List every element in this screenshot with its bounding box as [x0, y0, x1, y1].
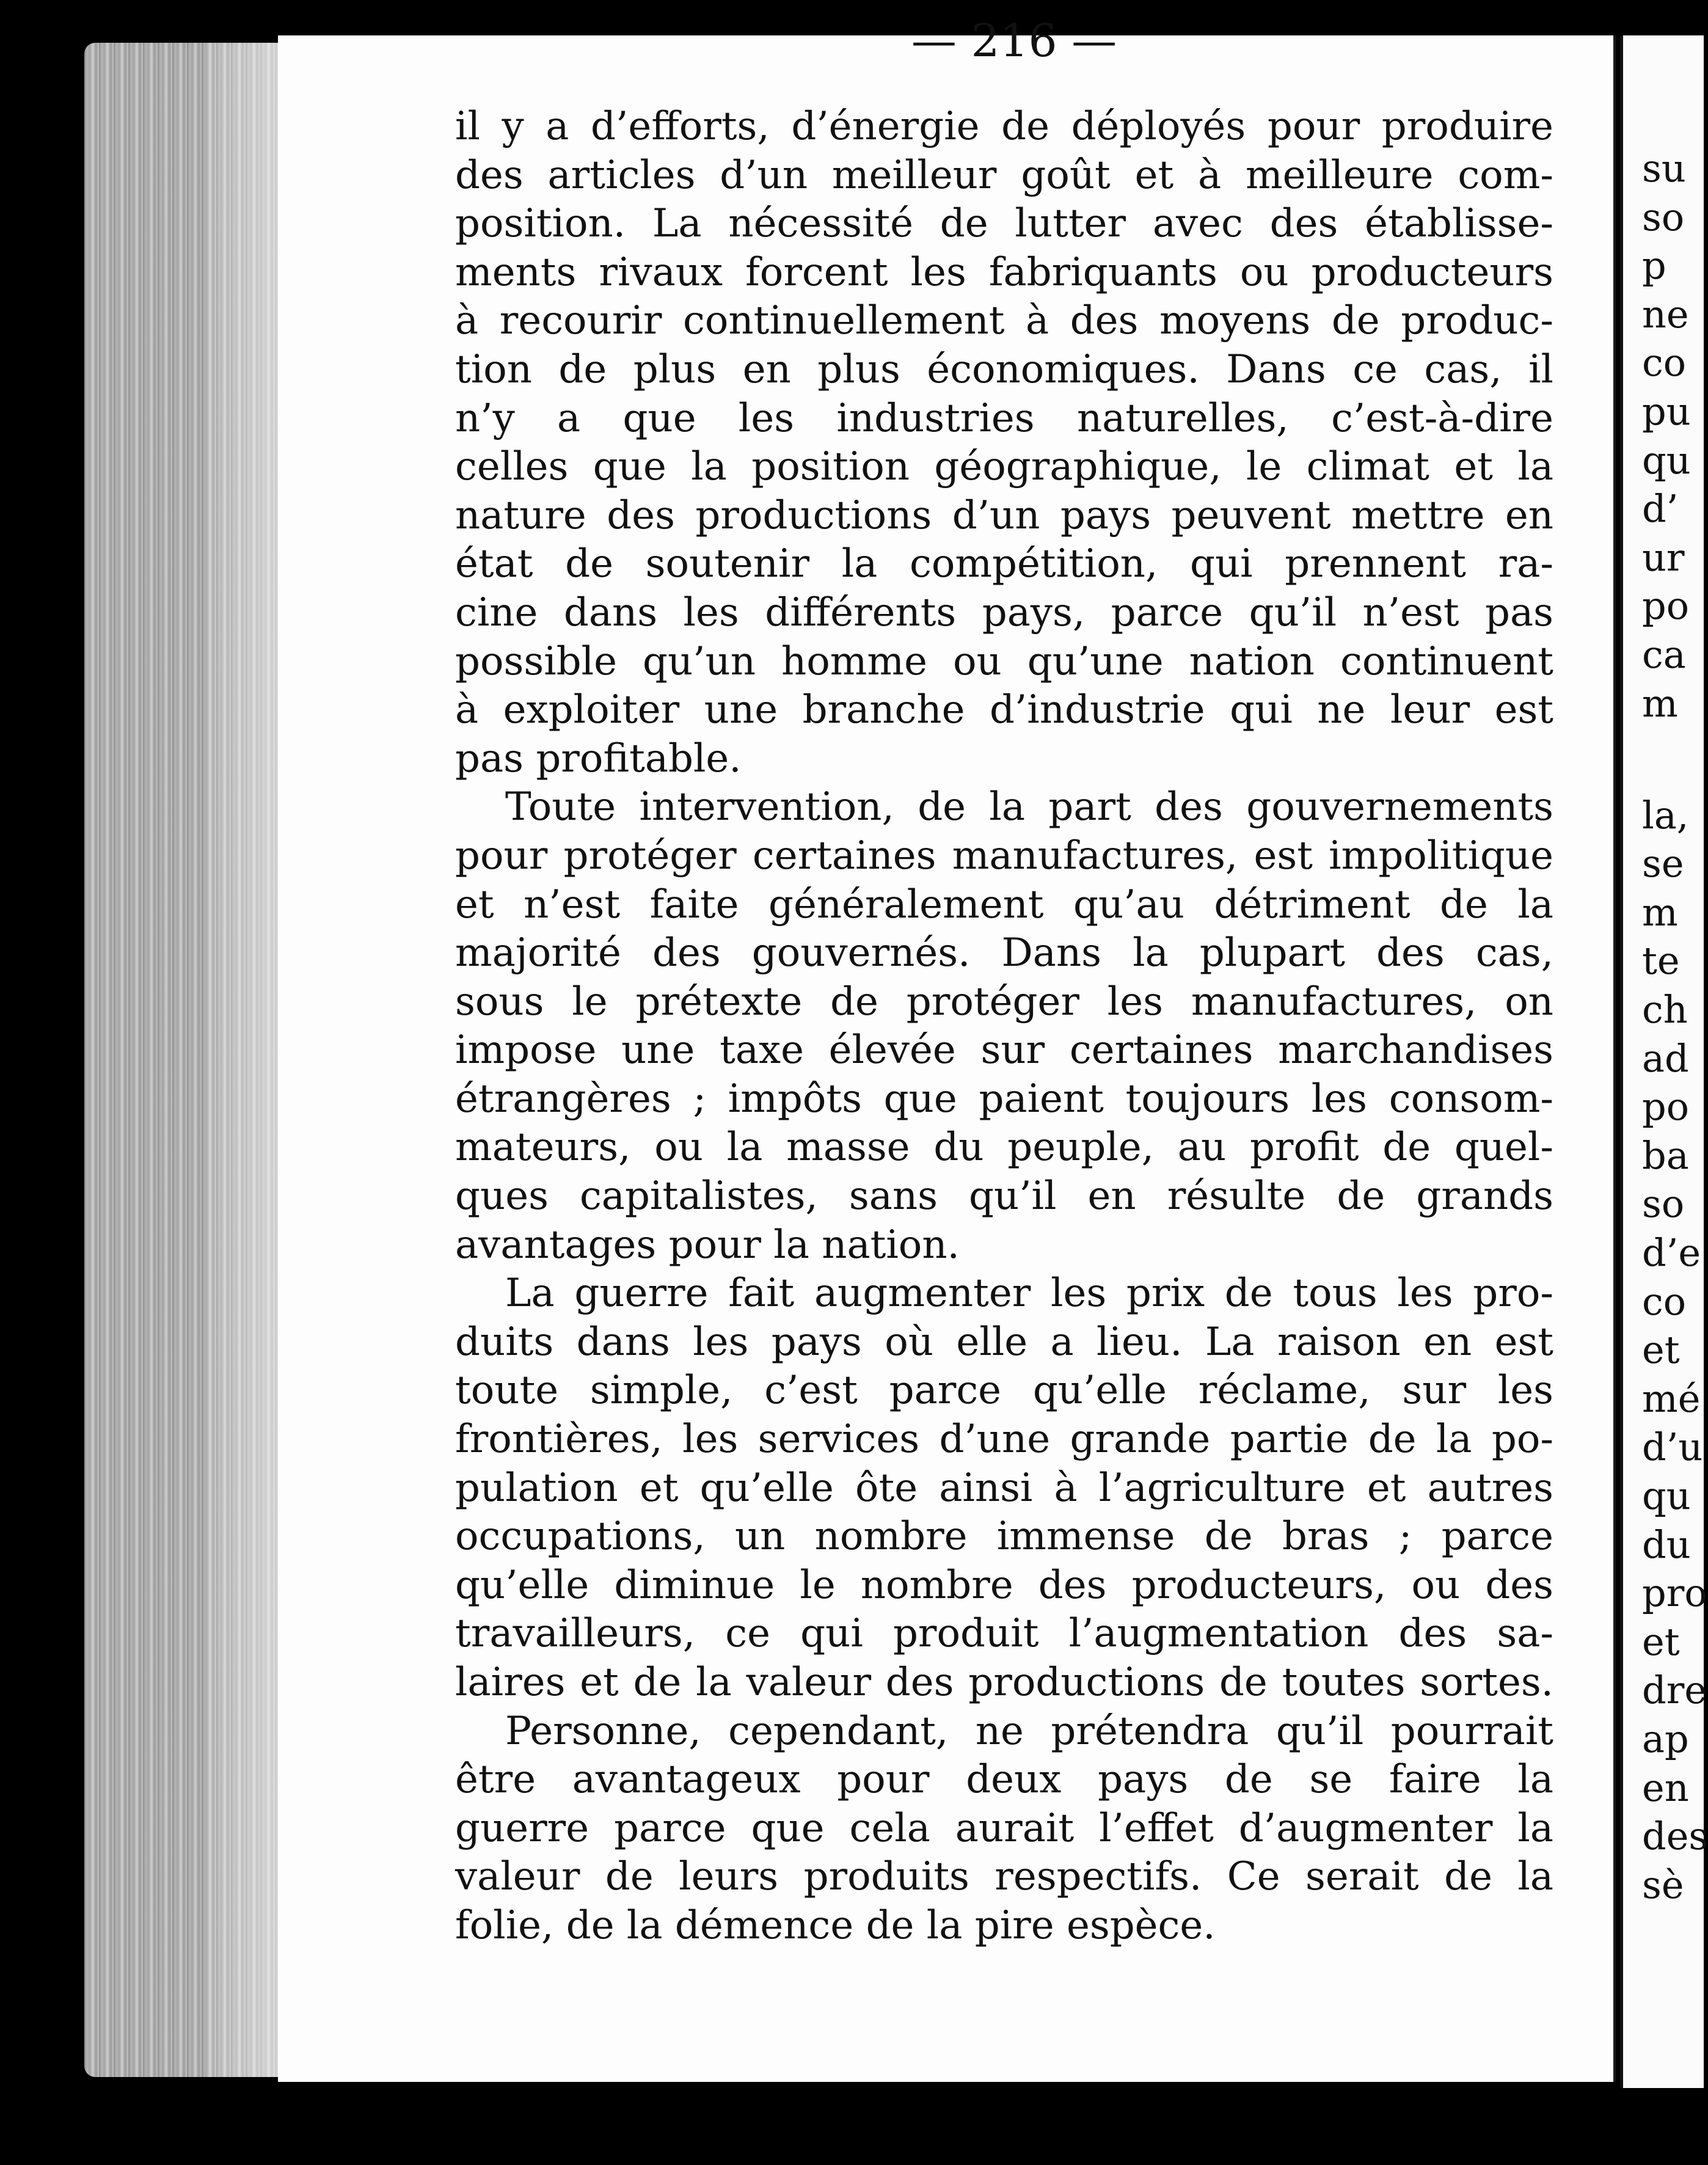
text-line: sous le prétexte de protéger les manufactures, on [455, 979, 1553, 1024]
text-line: travailleurs, ce qui produit l’augmentation des sa- [455, 1611, 1553, 1657]
page-number: — 216 — [911, 15, 1117, 67]
next-page-fragment: so [1642, 194, 1685, 239]
next-page-fragment: po [1642, 1084, 1690, 1130]
next-page-fragment: pro [1642, 1571, 1707, 1616]
next-page-fragment: d’u [1642, 1425, 1703, 1470]
next-page-fragment: en [1642, 1765, 1689, 1810]
text-line: qu’elle diminue le nombre des producteurs, ou des [455, 1562, 1553, 1608]
next-page-fragment: ap [1642, 1717, 1689, 1762]
text-line: Personne, cependant, ne prétendra qu’il pourrait [505, 1708, 1553, 1754]
next-page-fragment: p [1642, 243, 1666, 288]
next-page-fragment: se [1642, 841, 1684, 886]
next-page-fragment: m [1642, 889, 1678, 935]
text-line: être avantageux pour deux pays de se faire la [455, 1757, 1553, 1803]
text-line: folie, de la démence de la pire espèce. [455, 1902, 1216, 1948]
text-line: nature des productions d’un pays peuvent mettre en [455, 492, 1553, 538]
next-page-fragment: ne [1642, 291, 1689, 337]
text-line: valeur de leurs produits respectifs. Ce serait de la [455, 1854, 1553, 1900]
text-line: mateurs, ou la masse du peuple, au profit de quel- [455, 1125, 1553, 1170]
next-page-fragment: qu [1642, 1473, 1691, 1519]
text-line: n’y a que les industries naturelles, c’est-à-dire [455, 395, 1553, 441]
page-edges [84, 43, 286, 2077]
next-page-fragment: pu [1642, 389, 1691, 434]
next-page-fragment: te [1642, 938, 1680, 984]
next-page-fragment: ur [1642, 535, 1685, 580]
text-line: pulation et qu’elle ôte ainsi à l’agriculture et autres [455, 1465, 1553, 1511]
next-page-fragment: po [1642, 583, 1690, 629]
text-line: ments rivaux forcent les fabriquants ou producteurs [455, 249, 1553, 295]
next-page-fragment: qu [1642, 437, 1691, 483]
text-line: duits dans les pays où elle a lieu. La raison en est [455, 1319, 1553, 1365]
text-line: guerre parce que cela aurait l’effet d’augmenter la [455, 1805, 1553, 1851]
text-line: cine dans les différents pays, parce qu’il n’est pas [455, 590, 1553, 635]
text-line: état de soutenir la compétition, qui prennent ra- [455, 541, 1553, 587]
text-line: frontières, les services d’une grande partie de la po- [455, 1417, 1553, 1462]
text-line: impose une taxe élevée sur certaines marchandises [455, 1028, 1553, 1073]
text-line: à exploiter une branche d’industrie qui ne leur est [455, 687, 1553, 733]
text-line: toute simple, c’est parce qu’elle réclame, sur les [455, 1368, 1553, 1414]
next-page-fragment: m [1642, 681, 1678, 726]
next-page-fragment: et [1642, 1327, 1680, 1373]
text-line: majorité des gouvernés. Dans la plupart des cas, [455, 930, 1553, 976]
next-page-fragment: du [1642, 1522, 1691, 1567]
text-line: il y a d’efforts, d’énergie de déployés pour produire [455, 104, 1553, 149]
next-page-fragment: dre [1642, 1668, 1707, 1713]
text-line: position. La nécessité de lutter avec des établisse- [455, 201, 1553, 247]
next-page-fragment: d’ [1642, 486, 1679, 531]
next-page-fragment: ba [1642, 1133, 1689, 1178]
text-line: occupations, un nombre immense de bras ; parce [455, 1514, 1553, 1560]
next-page-fragment: ch [1642, 987, 1688, 1032]
next-page-fragment: mé [1642, 1376, 1701, 1421]
next-page-fragment: des [1642, 1814, 1708, 1859]
text-line: celles que la position géographique, le climat et la [455, 444, 1553, 490]
body-text [455, 103, 1553, 1951]
next-page-fragment: co [1642, 340, 1687, 385]
text-line: pas profitable. [455, 736, 742, 781]
text-line: Toute intervention, de la part des gouvernements [505, 784, 1553, 830]
next-page-fragment: su [1642, 146, 1686, 191]
text-line: avantages pour la nation. [455, 1222, 960, 1268]
next-page-fragment: et [1642, 1619, 1680, 1664]
next-page-fragment: ca [1642, 632, 1686, 677]
text-line: La guerre fait augmenter les prix de tous les pro- [505, 1271, 1553, 1316]
text-line: des articles d’un meilleur goût et à meilleure com- [455, 152, 1553, 198]
text-line: à recourir continuellement à des moyens de produc- [455, 298, 1553, 344]
text-line: tion de plus en plus économiques. Dans ce cas, il [455, 346, 1553, 392]
text-line: ques capitalistes, sans qu’il en résulte de grands [455, 1174, 1553, 1219]
next-page-fragment: la, [1642, 792, 1689, 838]
next-page-fragment: sè [1642, 1862, 1684, 1907]
next-page-fragment: ad [1642, 1035, 1689, 1081]
text-line: pour protéger certaines manufactures, est impolitique [455, 833, 1553, 878]
text-line: laires et de la valeur des productions de toutes sortes. [455, 1660, 1553, 1705]
next-page-fragment: so [1642, 1181, 1685, 1227]
next-page-fragment: co [1642, 1279, 1687, 1324]
text-line: possible qu’un homme ou qu’une nation continuent [455, 638, 1553, 684]
next-page-fragment: d’e [1642, 1230, 1701, 1276]
text-line: étrangères ; impôts que paient toujours les consom- [455, 1076, 1553, 1122]
text-line: et n’est faite généralement qu’au détriment de la [455, 882, 1553, 927]
